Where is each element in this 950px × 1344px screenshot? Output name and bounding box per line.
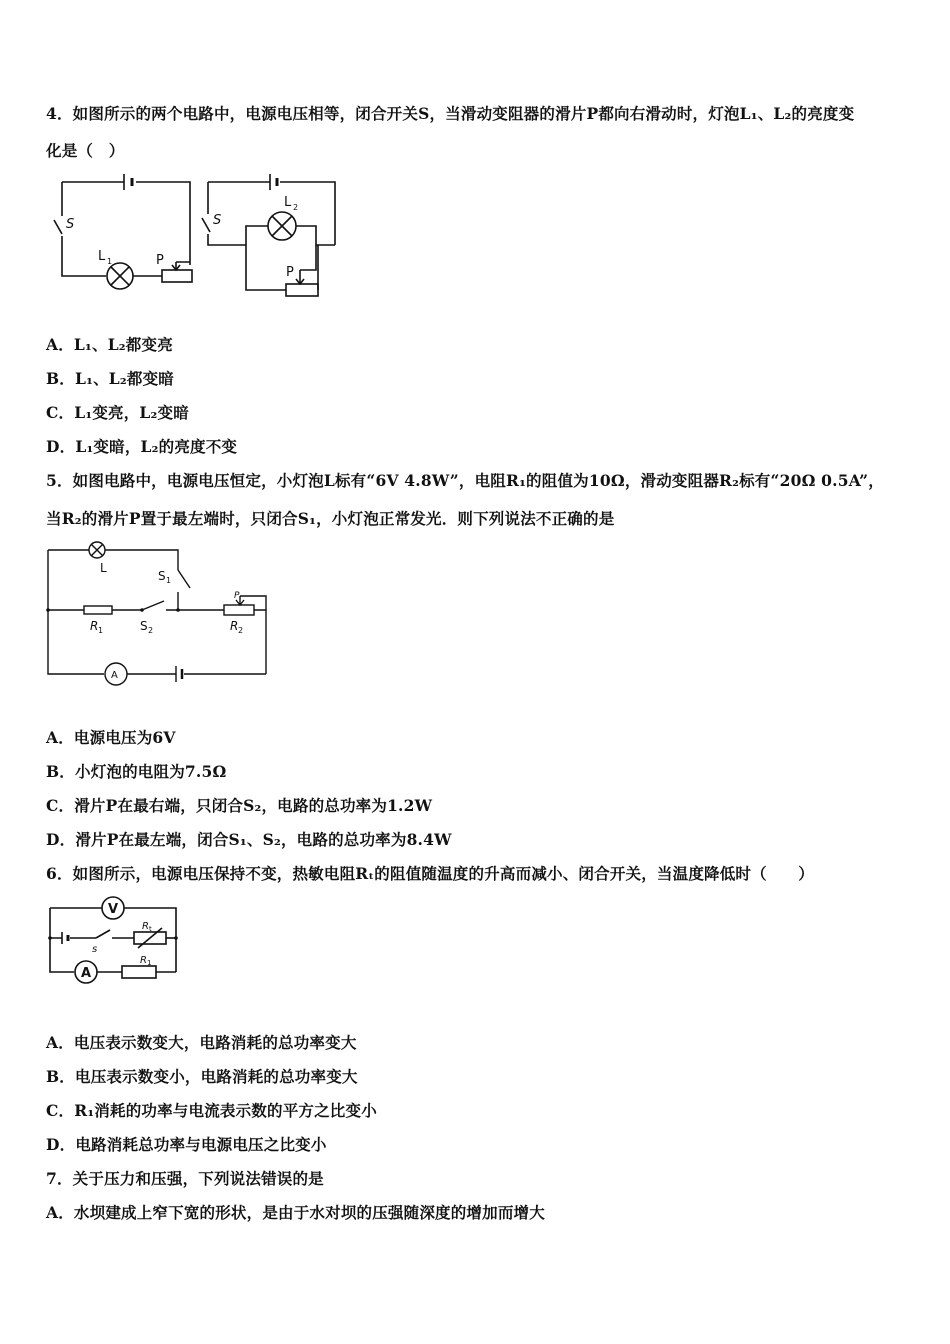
q7-option-a: A．水坝建成上窄下宽的形状，是由于水对坝的压强随深度的增加而增大 — [46, 1203, 545, 1222]
q5-label-ammeter: A — [111, 670, 118, 681]
q4-option-c: C．L₁变亮，L₂变暗 — [46, 403, 189, 422]
q6-circuit-figure — [44, 892, 186, 1002]
q5-label-s1-sub: 1 — [166, 576, 172, 585]
q6-option-d: D．电路消耗总功率与电源电压之比变小 — [46, 1135, 327, 1154]
q5-option-d: D．滑片P在最左端，闭合S₁、S₂，电路的总功率为8.4W — [46, 830, 452, 849]
q5-label-s1: S — [158, 569, 166, 583]
q5-label-p: P — [234, 591, 240, 601]
q6-option-b: B．电压表示数变小，电路消耗的总功率变大 — [46, 1067, 358, 1086]
q5-option-b: B．小灯泡的电阻为7.5Ω — [46, 762, 227, 781]
q4-label-l2-sub: 2 — [293, 203, 299, 212]
q4-label-l1-sub: 1 — [107, 257, 113, 266]
q5-circuit-figure — [44, 540, 272, 690]
q4-label-l2: L — [284, 195, 292, 210]
q6-label-voltmeter: V — [108, 902, 119, 917]
q4-label-s-left: S — [66, 217, 75, 232]
q6-label-switch: s — [92, 944, 98, 955]
q4-label-s-right: S — [213, 213, 222, 228]
q5-label-l: L — [100, 561, 107, 575]
q6-label-rt-sub: t — [149, 925, 152, 933]
q5-label-r2: R — [230, 619, 239, 633]
q5-option-a: A．电源电压为6V — [46, 728, 176, 747]
q4-stem-line2: 化是（ ） — [46, 141, 125, 160]
q6-label-r1: R — [140, 955, 147, 966]
q5-label-s2: S — [140, 619, 148, 633]
q4-label-p-right: P — [286, 265, 294, 280]
q5-option-c: C．滑片P在最右端，只闭合S₂，电路的总功率为1.2W — [46, 796, 433, 815]
q7-stem-line1: 7．关于压力和压强，下列说法错误的是 — [46, 1169, 324, 1188]
q5-stem-line2: 当R₂的滑片P置于最左端时，只闭合S₁，小灯泡正常发光．则下列说法不正确的是 — [46, 509, 615, 528]
q5-label-s2-sub: 2 — [148, 626, 154, 635]
q6-stem-line1: 6．如图所示，电源电压保持不变，热敏电阻Rₜ的阻值随温度的升高而减小、闭合开关，当温度降低时（ ） — [46, 864, 814, 883]
q4-option-a: A．L₁、L₂都变亮 — [46, 335, 173, 354]
q4-option-b: B．L₁、L₂都变暗 — [46, 369, 174, 388]
q4-label-l1: L — [98, 249, 106, 264]
q5-stem-line1: 5．如图电路中，电源电压恒定，小灯泡L标有“6V 4.8W”，电阻R₁的阻值为10Ω，滑动变阻器R₂标有“20Ω 0.5A”， — [46, 471, 884, 490]
q4-circuit-figure — [46, 170, 346, 300]
q6-option-a: A．电压表示数变大，电路消耗的总功率变大 — [46, 1033, 357, 1052]
q4-stem-line1: 4．如图所示的两个电路中，电源电压相等，闭合开关S，当滑动变阻器的滑片P都向右滑动时，灯泡L₁、L₂的亮度变 — [46, 104, 855, 123]
q4-option-d: D．L₁变暗，L₂的亮度不变 — [46, 437, 238, 456]
q6-label-r1-sub: 1 — [147, 959, 152, 967]
q5-label-r2-sub: 2 — [238, 626, 244, 635]
q6-label-rt: R — [142, 921, 149, 932]
q5-label-r1: R — [90, 619, 99, 633]
q4-label-p-left: P — [156, 253, 164, 268]
q6-label-ammeter: A — [81, 966, 92, 981]
q5-label-r1-sub: 1 — [98, 626, 104, 635]
q6-option-c: C．R₁消耗的功率与电流表示数的平方之比变小 — [46, 1101, 377, 1120]
